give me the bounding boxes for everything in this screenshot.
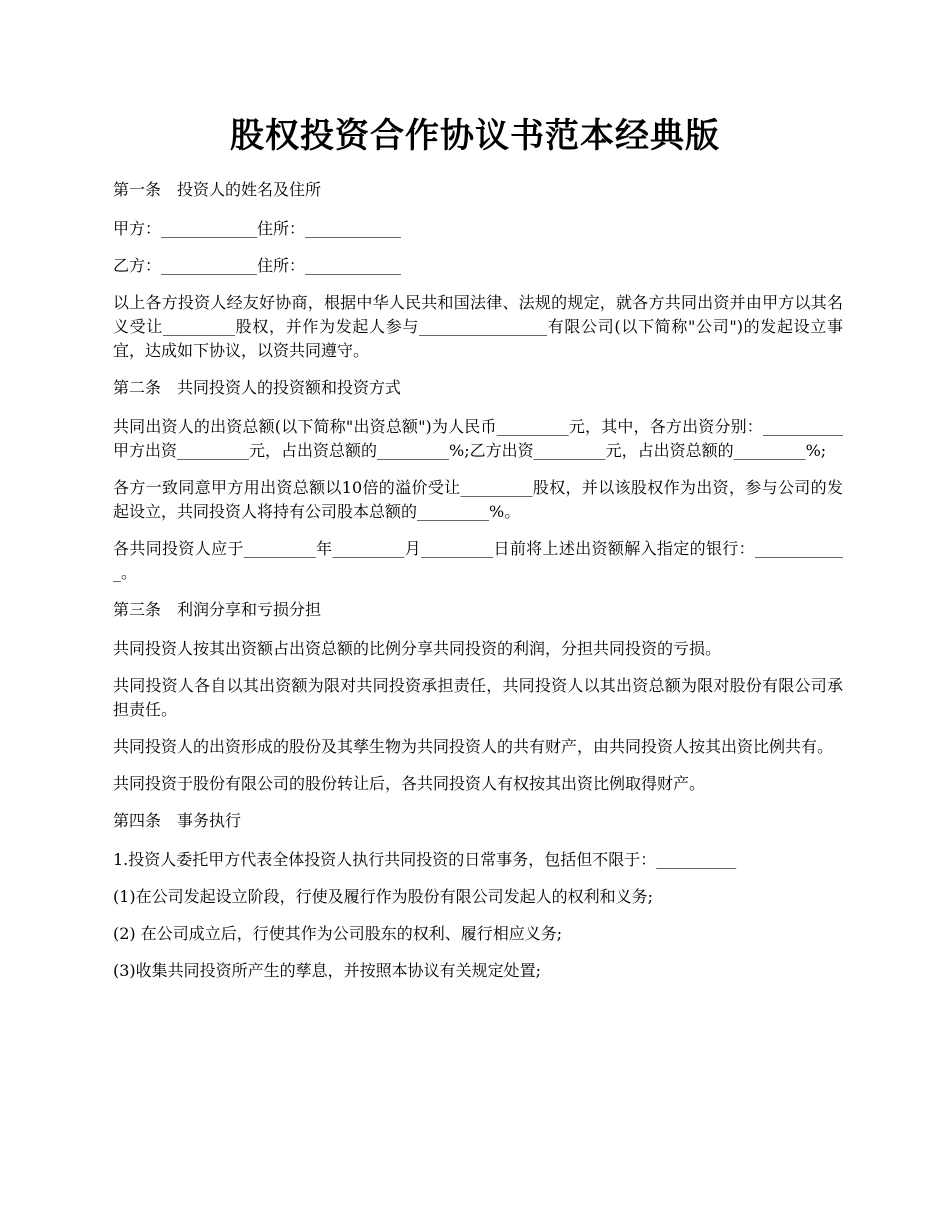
duty-item-2: (2) 在公司成立后，行使其作为公司股东的权利、履行相应义务; [113,924,563,943]
share-transfer-paragraph: 共同投资于股份有限公司的股份转让后，各共同投资人有权按其出资比例取得财产。 [113,774,706,793]
premium-transfer-paragraph: 各方一致同意甲方用出资总额以10倍的溢价受让_________股权，并以该股权作为出资，参与公司的发起设立，共同投资人将持有公司股本总额的_________%。 [113,478,843,521]
liability-paragraph: 共同投资人各自以其出资额为限对共同投资承担责任，共同投资人以其出资总额为限对股份有限公司承担责任。 [113,676,843,719]
duty-item-1: (1)在公司发起设立阶段，行使及履行作为股份有限公司发起人的权利和义务; [113,887,654,906]
delegation-paragraph: 1.投资人委托甲方代表全体投资人执行共同投资的日常事务，包括但不限于：__________ [113,850,737,869]
preamble-paragraph: 以上各方投资人经友好协商，根据中华人民共和国法律、法规的规定，就各方共同出资并由甲方以其名义受让_________股权，并作为发起人参与________________有限公司(以下简称"公司")的发起设立事宜，达成如下协议，以资共同遵守。 [113,293,843,360]
profit-sharing-paragraph: 共同投资人按其出资额占出资总额的比例分享共同投资的利润，分担共同投资的亏损。 [113,639,722,658]
capital-total-paragraph: 共同出资人的出资总额(以下简称"出资总额")为人民币_________元，其中，各方出资分别：__________甲方出资_________元，占出资总额的_________%;乙方出资_________元，占出资总额的_________%; [113,417,843,460]
party-a-line: 甲方：____________住所：____________ [113,219,402,238]
duty-item-3: (3)收集共同投资所产生的孳息，并按照本协议有关规定处置; [113,961,542,980]
article-3-heading: 第三条 利润分享和亏损分担 [113,600,322,619]
party-b-line: 乙方：____________住所：____________ [113,256,402,275]
article-1-heading: 第一条 投资人的姓名及住所 [113,180,322,199]
article-2-heading: 第二条 共同投资人的投资额和投资方式 [113,378,402,397]
document-body [113,178,843,996]
payment-deadline-paragraph: 各共同投资人应于_________年_________月_________日前将上述出资额解入指定的银行：____________。 [113,539,843,582]
article-4-heading: 第四条 事务执行 [113,811,242,830]
joint-property-paragraph: 共同投资人的出资形成的股份及其孳生物为共同投资人的共有财产，由共同投资人按其出资比例共有。 [113,737,834,756]
document-title: 股权投资合作协议书范本经典版 [230,116,720,156]
